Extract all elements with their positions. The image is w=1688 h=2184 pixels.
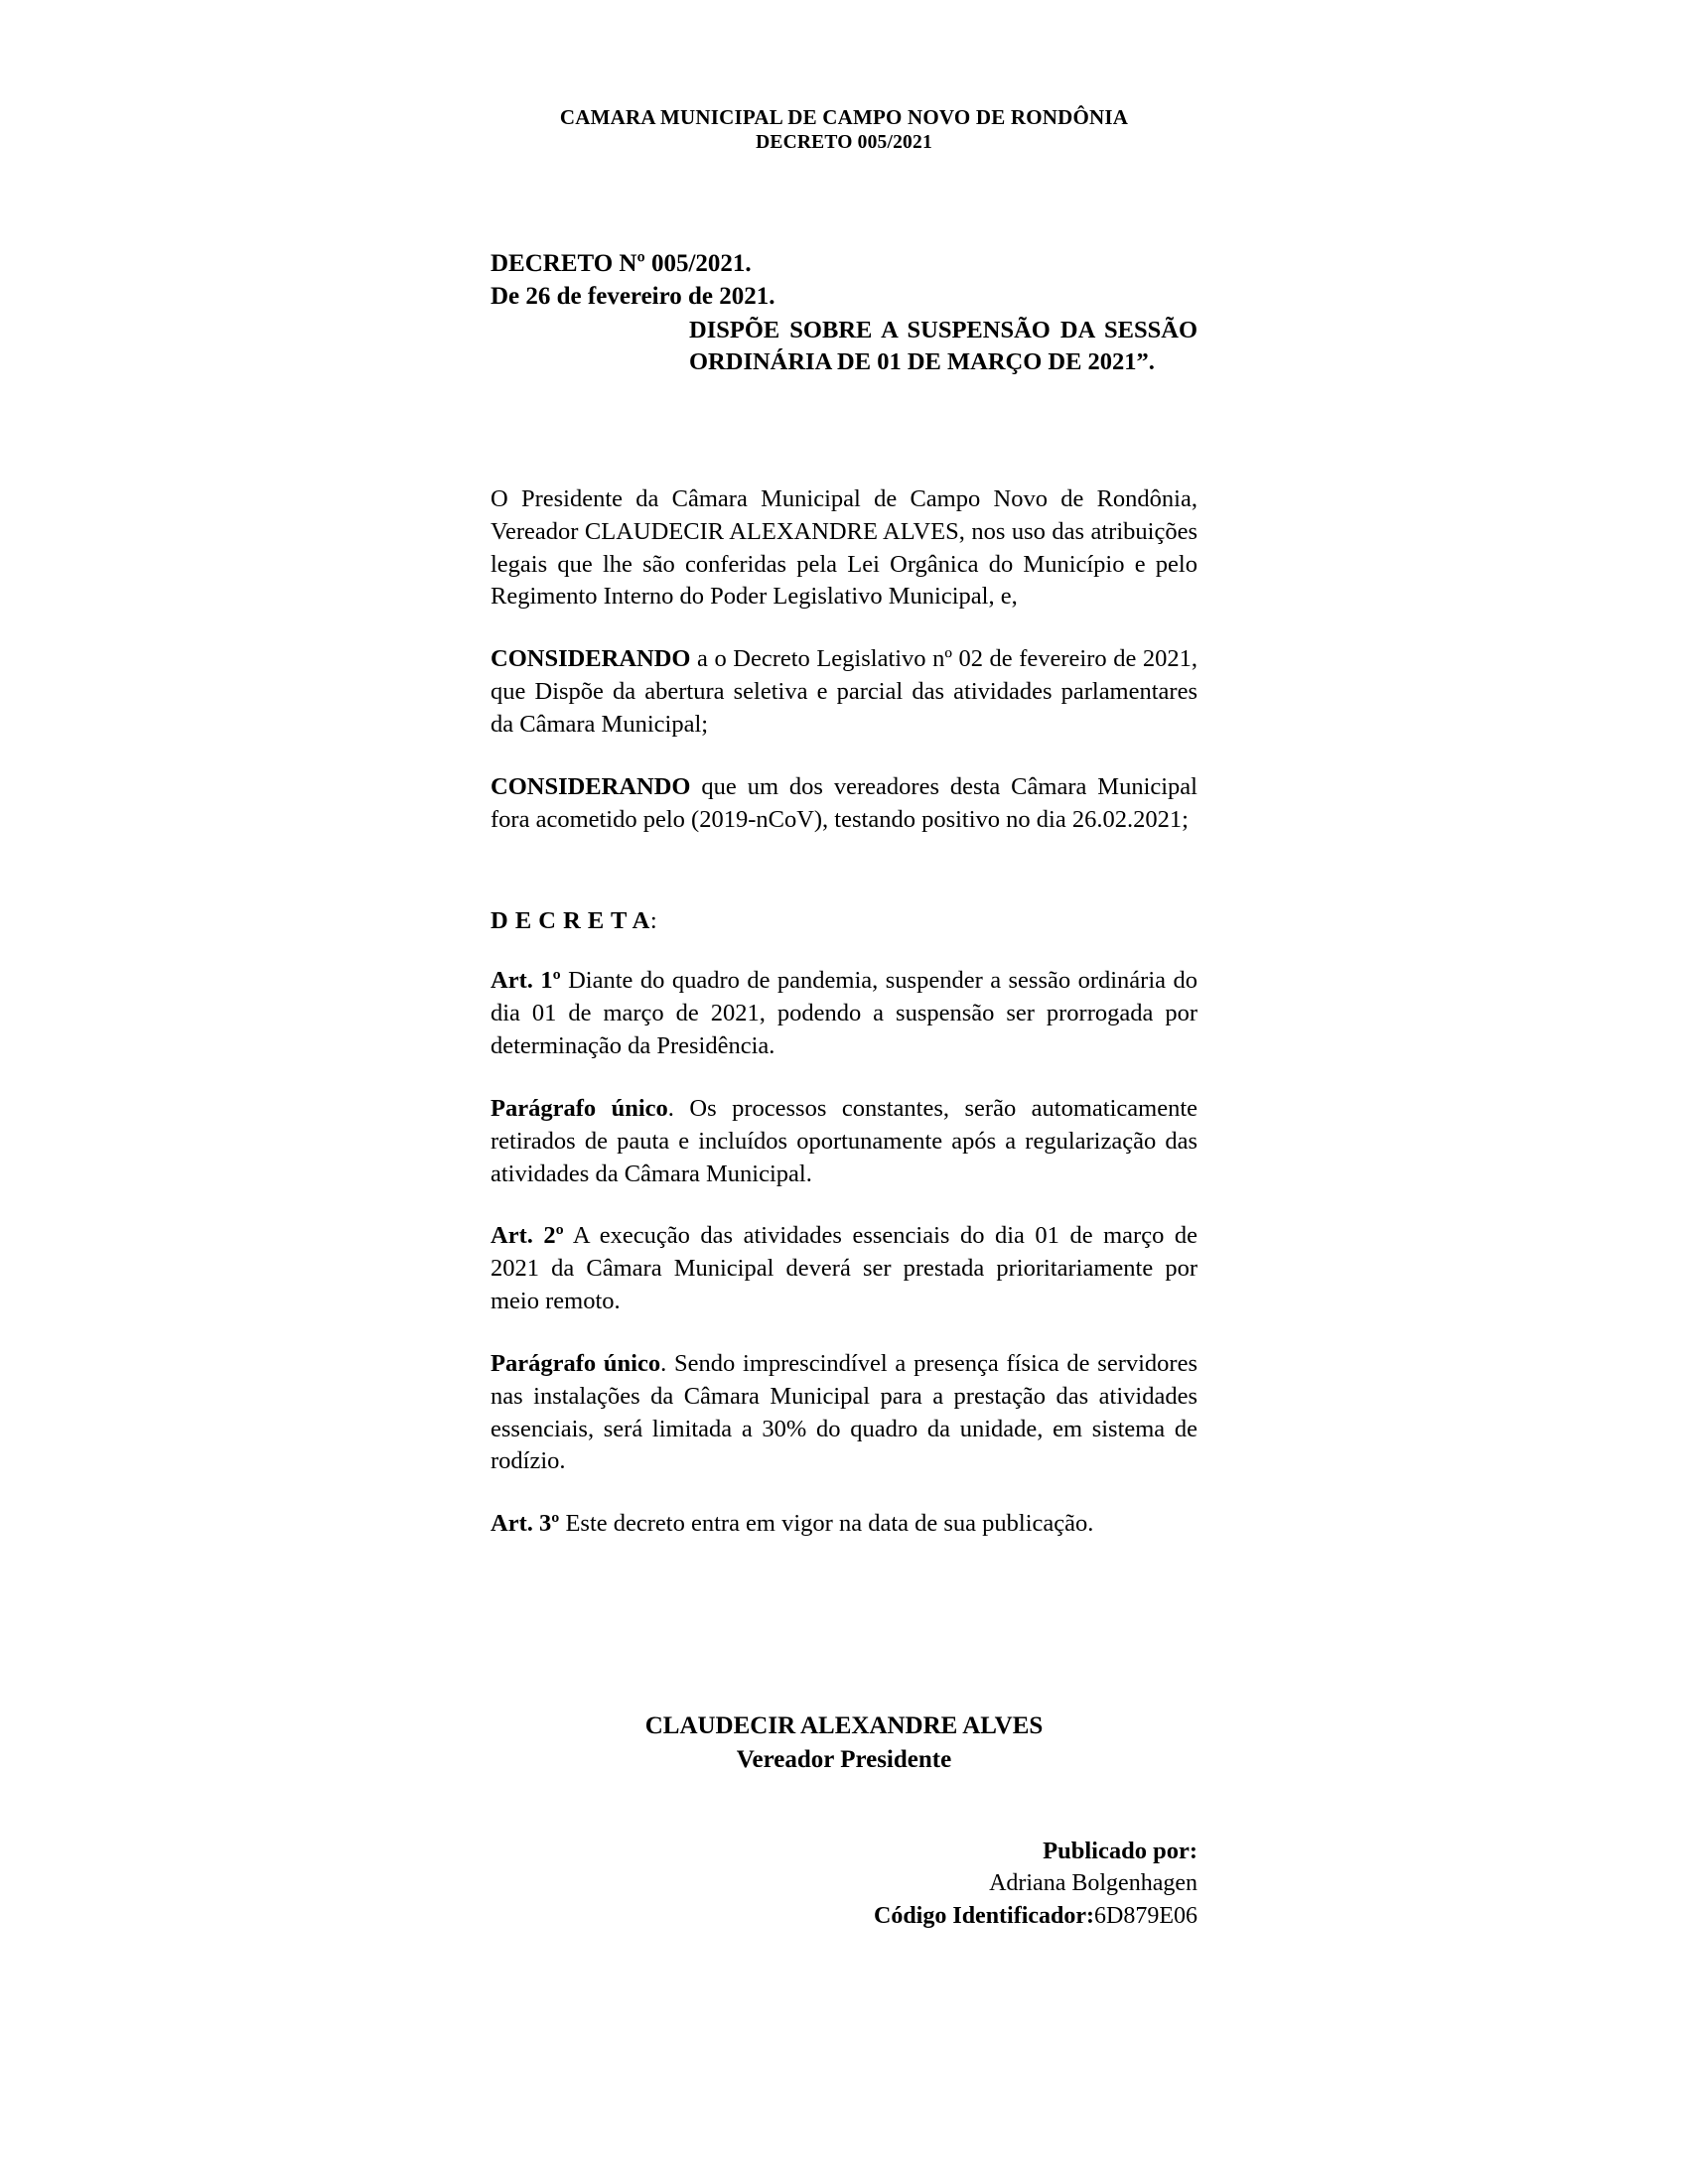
article-lead-1: Art. 1º xyxy=(491,967,561,995)
header-institution: CAMARA MUNICIPAL DE CAMPO NOVO DE RONDÔNIA xyxy=(559,105,1129,129)
article-text-2: . Os processos constantes, serão automaticamente retirados de pauta e incluídos oportunamente após a regularização das atividades da Câmara Municipal. xyxy=(491,1094,1198,1187)
decree-date: De 26 de fevereiro de 2021. xyxy=(491,282,775,310)
decree-ementa: DISPÕE SOBRE A SUSPENSÃO DA SESSÃO ORDINÁRIA DE 01 DE MARÇO DE 2021”. xyxy=(689,316,1197,376)
preamble-paragraph: O Presidente da Câmara Municipal de Campo Novo de Rondônia, Vereador CLAUDECIR ALEXANDRE ALVES, nos uso das atribuições legais que lhe são conferidas pela Lei Orgânica do Município e pelo Regimento Interno do Poder Legislativo Municipal, e, xyxy=(491,484,1197,611)
article-paragraph-5 xyxy=(491,1508,1197,1541)
decree-number: DECRETO Nº 005/2021. xyxy=(491,249,752,277)
publication-code-label: Código Identificador: xyxy=(874,1903,1094,1930)
signatory-role: Vereador Presidente xyxy=(736,1745,952,1773)
article-lead-2: Parágrafo único xyxy=(491,1094,668,1122)
article-lead-4: Parágrafo único xyxy=(491,1349,661,1377)
document-body xyxy=(491,247,1197,1934)
decreta-heading xyxy=(491,907,1197,935)
publication-code-value: 6D879E06 xyxy=(1094,1903,1197,1930)
considerando-lead-1: CONSIDERANDO xyxy=(491,645,691,673)
considerando-paragraph-2 xyxy=(491,771,1197,837)
article-text-4: . Sendo imprescindível a presença física de servidores nas instalações da Câmara Municipal para a prestação das atividades essenciais, será limitada a 30% do quadro da unidade, em sistema de rodízio. xyxy=(491,1349,1197,1475)
considerando-paragraph-1 xyxy=(491,643,1197,741)
publication-code xyxy=(491,1900,1197,1933)
publication-author: Adriana Bolgenhagen xyxy=(989,1870,1197,1897)
considerando-text-2: que um dos vereadores desta Câmara Municipal fora acometido pelo (2019-nCoV), testando positivo no dia 26.02.2021; xyxy=(491,772,1197,833)
considerando-lead-2: CONSIDERANDO xyxy=(491,772,691,800)
article-paragraph-3 xyxy=(491,1220,1197,1317)
signature-block xyxy=(491,1709,1197,1777)
decreta-colon: : xyxy=(649,907,657,935)
article-text-1: Diante do quadro de pandemia, suspender a sessão ordinária do dia 01 de março de 2021, podendo a suspensão ser prorrogada por determinação da Presidência. xyxy=(491,967,1197,1060)
considerando-text-1: a o Decreto Legislativo nº 02 de fevereiro de 2021, que Dispõe da abertura seletiva e parcial das atividades parlamentares da Câmara Municipal; xyxy=(491,645,1197,738)
publication-block xyxy=(491,1835,1197,1934)
article-paragraph-1 xyxy=(491,965,1197,1062)
decreta-word: D E C R E T A xyxy=(491,907,650,935)
article-lead-5: Art. 3º xyxy=(491,1510,560,1538)
article-lead-3: Art. 2º xyxy=(491,1222,564,1250)
article-text-3: A execução das atividades essenciais do dia 01 de março de 2021 da Câmara Municipal deverá ser prestada prioritariamente por meio remoto. xyxy=(491,1222,1197,1315)
article-paragraph-2 xyxy=(491,1093,1197,1190)
article-text-5: Este decreto entra em vigor na data de sua publicação. xyxy=(559,1510,1094,1538)
page-header xyxy=(149,104,1539,156)
publication-label: Publicado por: xyxy=(1043,1837,1197,1864)
article-paragraph-4 xyxy=(491,1348,1197,1478)
header-decree-reference: DECRETO 005/2021 xyxy=(756,131,932,153)
signatory-name: CLAUDECIR ALEXANDRE ALVES xyxy=(644,1712,1044,1740)
signature-spacer xyxy=(491,1541,1197,1700)
